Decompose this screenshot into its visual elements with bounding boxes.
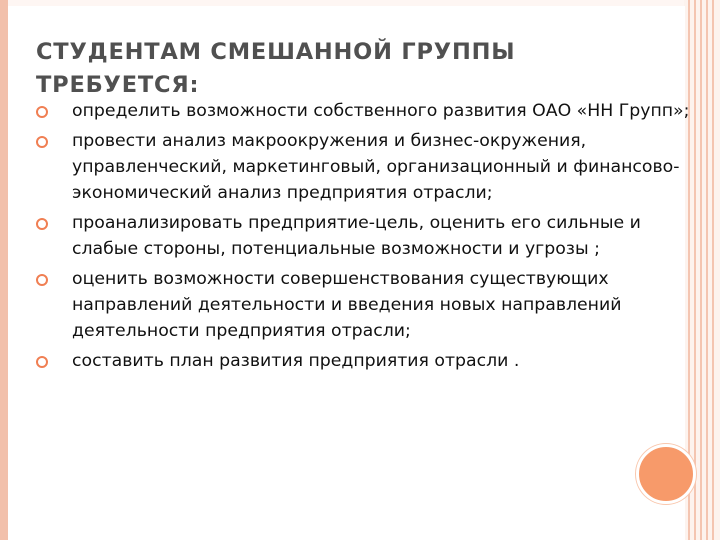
bullet-text: составить план развития предприятия отрасли .	[72, 351, 520, 371]
bullet-item	[34, 266, 694, 344]
bullet-text: оценить возможности совершенствования существующих направлений деятельности и введения новых направлений деятельности предприятия отрасли;	[72, 269, 622, 341]
ring-bullet-icon	[36, 218, 48, 230]
bullet-text: провести анализ макроокружения и бизнес-окружения, управленческий, маркетинговый, организационный и финансово-экономический анализ предприятия отрасли;	[72, 131, 680, 203]
bullet-text: определить возможности собственного развития ОАО «НН Групп»;	[72, 101, 690, 121]
bullet-item	[34, 210, 694, 262]
slide	[8, 6, 690, 540]
orange-circle-icon	[636, 444, 696, 504]
bullet-text: проанализировать предприятие-цель, оценить его сильные и слабые стороны, потенциальные возможности и угрозы ;	[72, 213, 641, 259]
bullet-item	[34, 128, 694, 206]
ring-bullet-icon	[36, 356, 48, 368]
ring-bullet-icon	[36, 274, 48, 286]
ring-bullet-icon	[36, 136, 48, 148]
slide-title: СТУДЕНТАМ СМЕШАННОЙ ГРУППЫ ТРЕБУЕТСЯ:	[36, 39, 516, 98]
bullet-item	[34, 98, 694, 124]
bullet-list	[34, 98, 694, 378]
ring-bullet-icon	[36, 106, 48, 118]
bullet-item	[34, 348, 694, 374]
left-border	[0, 0, 8, 540]
